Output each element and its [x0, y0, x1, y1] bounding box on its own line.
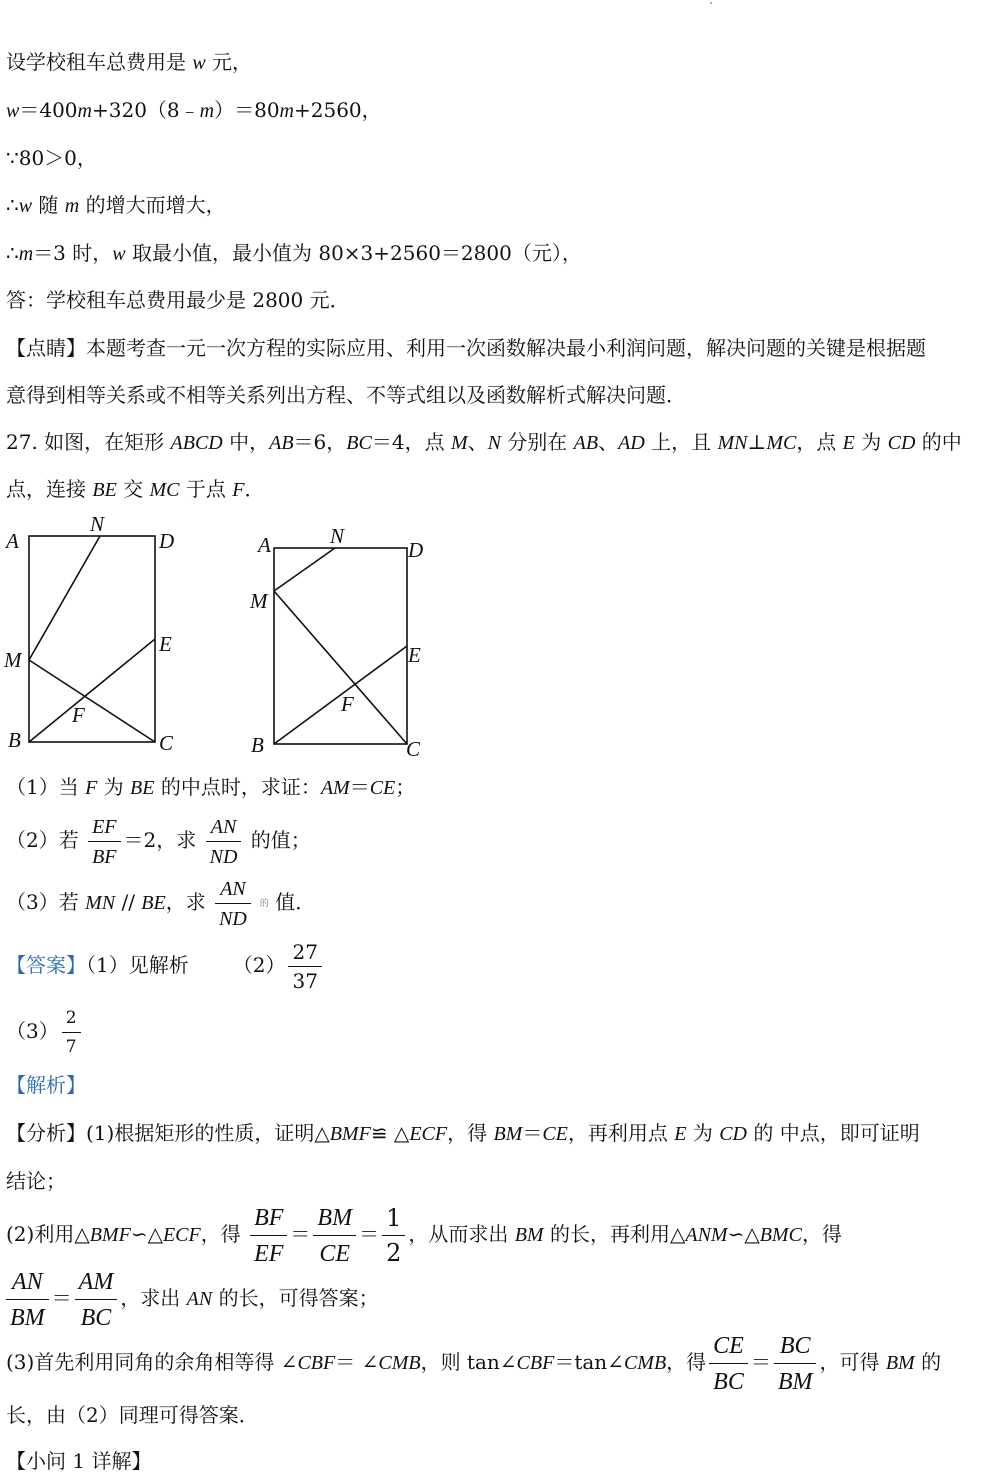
analysis-line-2: 结论；	[6, 1169, 66, 1193]
fraction-am-bc: $\frac{AM}{BC}$	[75, 1264, 118, 1335]
text-line-2: w＝400m+320（8﹣m）＝80m+2560，	[6, 98, 382, 122]
text-line-1: 设学校租车总费用是 w 元，	[6, 50, 253, 74]
scan-dot	[710, 2, 712, 4]
figure-2	[248, 514, 448, 764]
fraction-an-nd: $\frac{AN}{ND}$	[206, 812, 242, 871]
fraction-an-bm: $\frac{AN}{BM}$	[6, 1264, 49, 1335]
analysis-line-1: 【分析】(1)根据矩形的性质，证明△BMF≌ △ECF，得 BM＝CE，再利用点 E 为 CD 的 中点，即可证明	[6, 1121, 920, 1145]
text-line-7: 【点睛】本题考查一元一次方程的实际应用、利用一次函数解决最小利润问题，解决问题的关键是根据题	[6, 336, 926, 360]
question-2: （2）若 $\frac{EF}{BF}$ ＝2，求 $\frac{AN}{ND}$ 的值；	[6, 812, 311, 871]
figure-1	[0, 514, 200, 764]
fraction-ef-bf: $\frac{EF}{BF}$	[88, 812, 120, 871]
question-1: （1）当 F 为 BE 的中点时，求证：AM＝CE；	[6, 775, 416, 799]
fig1-label-f: F	[72, 703, 85, 727]
fraction-an-nd-2: $\frac{AN}{ND}$	[215, 874, 251, 933]
answer-fraction-2: $\frac{27}{37}$	[288, 938, 321, 995]
fig2-label-c: C	[406, 737, 421, 761]
fig1-label-m: M	[4, 648, 22, 672]
fig1-label-e: E	[159, 632, 172, 656]
analysis-line-6: 长，由（2）同理可得答案．	[6, 1403, 259, 1427]
fig2-label-f: F	[341, 692, 354, 716]
text-line-6: 答：学校租车总费用最少是 2800 元．	[6, 288, 350, 312]
fig1-label-d: D	[159, 529, 175, 553]
fraction-1-2: $\frac{1}{2}$	[382, 1201, 405, 1270]
problem-line-2: 点，连接 BE 交 MC 于点 F．	[6, 477, 265, 501]
problem-line-1: 27. 如图，在矩形 ABCD 中，AB＝6，BC＝4，点 M、N 分别在 AB、AD 上，且 MN⊥MC，点 E 为 CD 的中	[6, 430, 962, 454]
fraction-ce-bc: $\frac{CE}{BC}$	[709, 1328, 748, 1399]
question-3: （3）若 MN // BE，求 $\frac{AN}{ND}$ 的 值．	[6, 874, 315, 933]
fig1-label-n: N	[90, 514, 105, 536]
analysis-line-5: (3)首先利用同角的余角相等得 ∠CBF＝ ∠CMB，则 tan∠CBF＝tan∠CMB，得 $\frac{CE}{BC}$ ＝ $\frac{BC}{BM}$ ，可得 BM 的	[6, 1328, 941, 1399]
fig2-label-d: D	[408, 538, 424, 562]
text-line-5: ∴m＝3 时，w 取最小值，最小值为 80×3+2560＝2800（元），	[6, 241, 582, 265]
answer-label: 【答案】	[6, 953, 86, 977]
text-line-4: ∴w 随 m 的增大而增大，	[6, 193, 226, 217]
text-line-8: 意得到相等关系或不相等关系列出方程、不等式组以及函数解析式解决问题．	[6, 383, 686, 407]
answer-line-3: （3） $\frac{2}{7}$	[6, 1004, 84, 1061]
fig2-label-m: M	[250, 589, 268, 613]
analysis-line-4: $\frac{AN}{BM}$ ＝ $\frac{AM}{BC}$ ，求出 AN 的长，可得答案；	[6, 1264, 379, 1335]
analysis-label: 【解析】	[6, 1073, 86, 1097]
fraction-bc-bm: $\frac{BC}{BM}$	[774, 1328, 817, 1399]
answer-line: 【答案】（1）见解析 （2） $\frac{27}{37}$	[6, 938, 325, 995]
fraction-bm-ce: $\frac{BM}{CE}$	[313, 1200, 356, 1271]
fig2-label-b: B	[251, 733, 264, 757]
fig2-label-n: N	[330, 524, 345, 548]
fig1-label-b: B	[8, 728, 21, 752]
fraction-bf-ef: $\frac{BF}{EF}$	[250, 1200, 287, 1271]
text-line-3: ∵80＞0，	[6, 146, 97, 170]
fig2-label-e: E	[408, 643, 421, 667]
sub-question-1-heading: 【小问 1 详解】	[6, 1449, 152, 1473]
fig2-label-a: A	[258, 533, 271, 557]
fig1-label-a: A	[6, 529, 19, 553]
answer-fraction-3: $\frac{2}{7}$	[62, 1004, 81, 1061]
analysis-line-3: (2)利用△BMF∽△ECF，得 $\frac{BF}{EF}$ ＝ $\frac{BM}{CE}$ ＝ $\frac{1}{2}$ ，从而求出 BM 的长，再利用△ANM∽△BMC，得	[6, 1200, 842, 1271]
fig1-label-c: C	[159, 731, 174, 755]
